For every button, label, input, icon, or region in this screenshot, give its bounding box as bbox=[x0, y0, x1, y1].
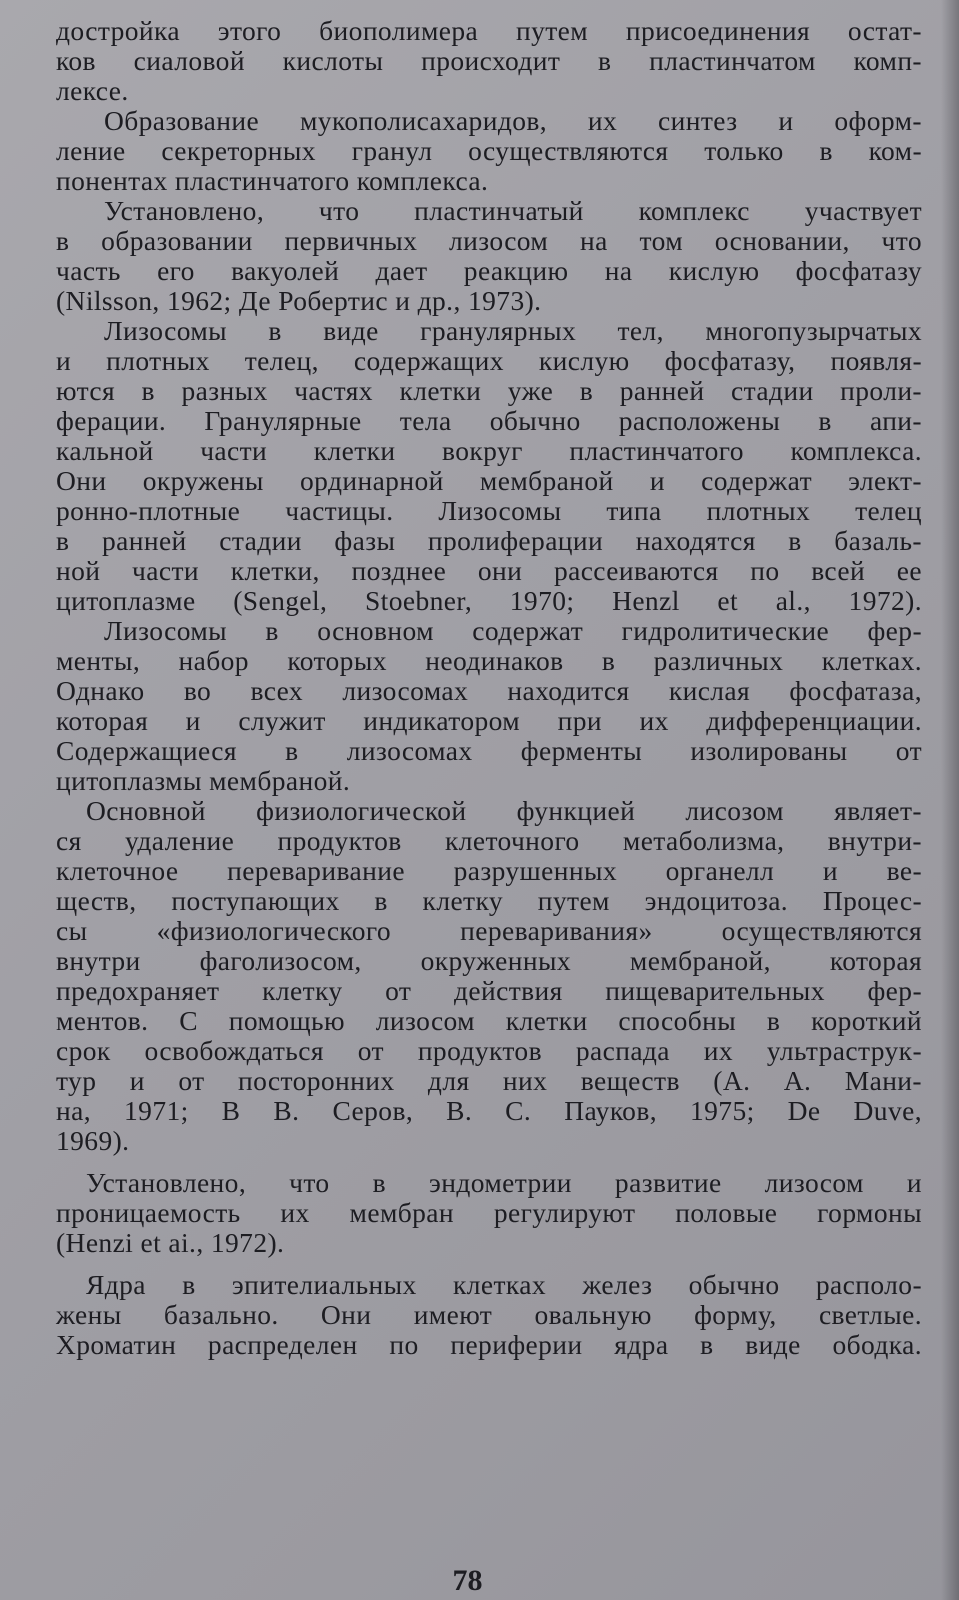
text-line: 1969). bbox=[56, 1125, 130, 1156]
text-line: жены базально. Они имеют овальную форму, светлые. bbox=[56, 1299, 922, 1330]
text-line: сы «физиологического переваривания» осуществляются bbox=[56, 915, 922, 946]
text-line: ков сиаловой кислоты происходит в пластинчатом комп- bbox=[56, 45, 922, 76]
text-line: клеточное переваривание разрушенных органелл и ве- bbox=[56, 855, 922, 886]
text-line: в образовании первичных лизосом на том основании, что bbox=[56, 225, 922, 256]
text-line: тур и от посторонних для них веществ (А. А. Мани- bbox=[56, 1065, 922, 1096]
body-text bbox=[56, 16, 922, 1360]
text-line: Хроматин распределен по периферии ядра в виде ободка. bbox=[56, 1329, 922, 1360]
text-line: на, 1971; В В. Серов, В. С. Пауков, 1975; De Duve, bbox=[56, 1095, 922, 1126]
text-line: Содержащиеся в лизосомах ферменты изолированы от bbox=[56, 735, 922, 766]
text-line: понентах пластинчатого комплекса. bbox=[56, 165, 489, 196]
text-line: предохраняет клетку от действия пищеварительных фер- bbox=[56, 975, 922, 1006]
text-line: Они окружены ординарной мембраной и содержат элект- bbox=[56, 465, 922, 496]
text-line: Лизосомы в основном содержат гидролитические фер- bbox=[104, 615, 922, 646]
text-line: ление секреторных гранул осуществляются только в ком- bbox=[56, 135, 922, 166]
text-line: ществ, поступающих в клетку путем эндоцитоза. Процес- bbox=[56, 885, 922, 916]
text-line: лексе. bbox=[56, 75, 129, 106]
text-line: ются в разных частях клетки уже в ранней стадии проли- bbox=[56, 375, 922, 406]
text-line: Ядра в эпителиальных клетках желез обычно располо- bbox=[86, 1269, 922, 1300]
text-line: часть его вакуолей дает реакцию на кислую фосфатазу bbox=[56, 255, 922, 286]
text-line: ной части клетки, позднее они рассеиваются по всей ее bbox=[56, 555, 922, 586]
text-line: достройка этого биополимера путем присоединения остат- bbox=[56, 15, 922, 46]
page-number: 78 bbox=[452, 1564, 483, 1597]
text-line: Установлено, что в эндометрии развитие лизосом и bbox=[86, 1167, 922, 1198]
text-line: в ранней стадии фазы пролиферации находятся в базаль- bbox=[56, 525, 922, 556]
text-line: ферации. Гранулярные тела обычно расположены в апи- bbox=[56, 405, 922, 436]
text-line: которая и служит индикатором при их дифференциации. bbox=[56, 705, 922, 736]
text-line: Установлено, что пластинчатый комплекс участвует bbox=[104, 195, 922, 226]
text-line: и плотных телец, содержащих кислую фосфатазу, появля- bbox=[56, 345, 922, 376]
text-line: проницаемость их мембран регулируют половые гормоны bbox=[56, 1197, 922, 1228]
text-line: Лизосомы в виде гранулярных тел, многопузырчатых bbox=[104, 315, 922, 346]
text-line: Образование мукополисахаридов, их синтез и оформ- bbox=[104, 105, 922, 136]
text-line: Основной физиологической функцией лисозом являет- bbox=[86, 795, 922, 826]
text-line: срок освобождаться от продуктов распада их ультраструк- bbox=[56, 1035, 922, 1066]
text-line: ся удаление продуктов клеточного метаболизма, внутри- bbox=[56, 825, 922, 856]
text-line: (Nilsson, 1962; Де Робертис и др., 1973). bbox=[56, 285, 542, 316]
text-line: ментов. С помощью лизосом клетки способны в короткий bbox=[56, 1005, 922, 1036]
text-line: ронно-плотные частицы. Лизосомы типа плотных телец bbox=[56, 495, 922, 526]
text-line: цитоплазмы мембраной. bbox=[56, 765, 351, 796]
text-line: Однако во всех лизосомах находится кислая фосфатаза, bbox=[56, 675, 922, 706]
text-line: менты, набор которых неодинаков в различных клетках. bbox=[56, 645, 922, 676]
text-line: цитоплазме (Sengel, Stoebner, 1970; Henzl et al., 1972). bbox=[56, 585, 922, 616]
text-line: внутри фаголизосом, окруженных мембраной, которая bbox=[56, 945, 922, 976]
text-line: (Henzi et ai., 1972). bbox=[56, 1227, 285, 1258]
text-line: кальной части клетки вокруг пластинчатого комплекса. bbox=[56, 435, 922, 466]
